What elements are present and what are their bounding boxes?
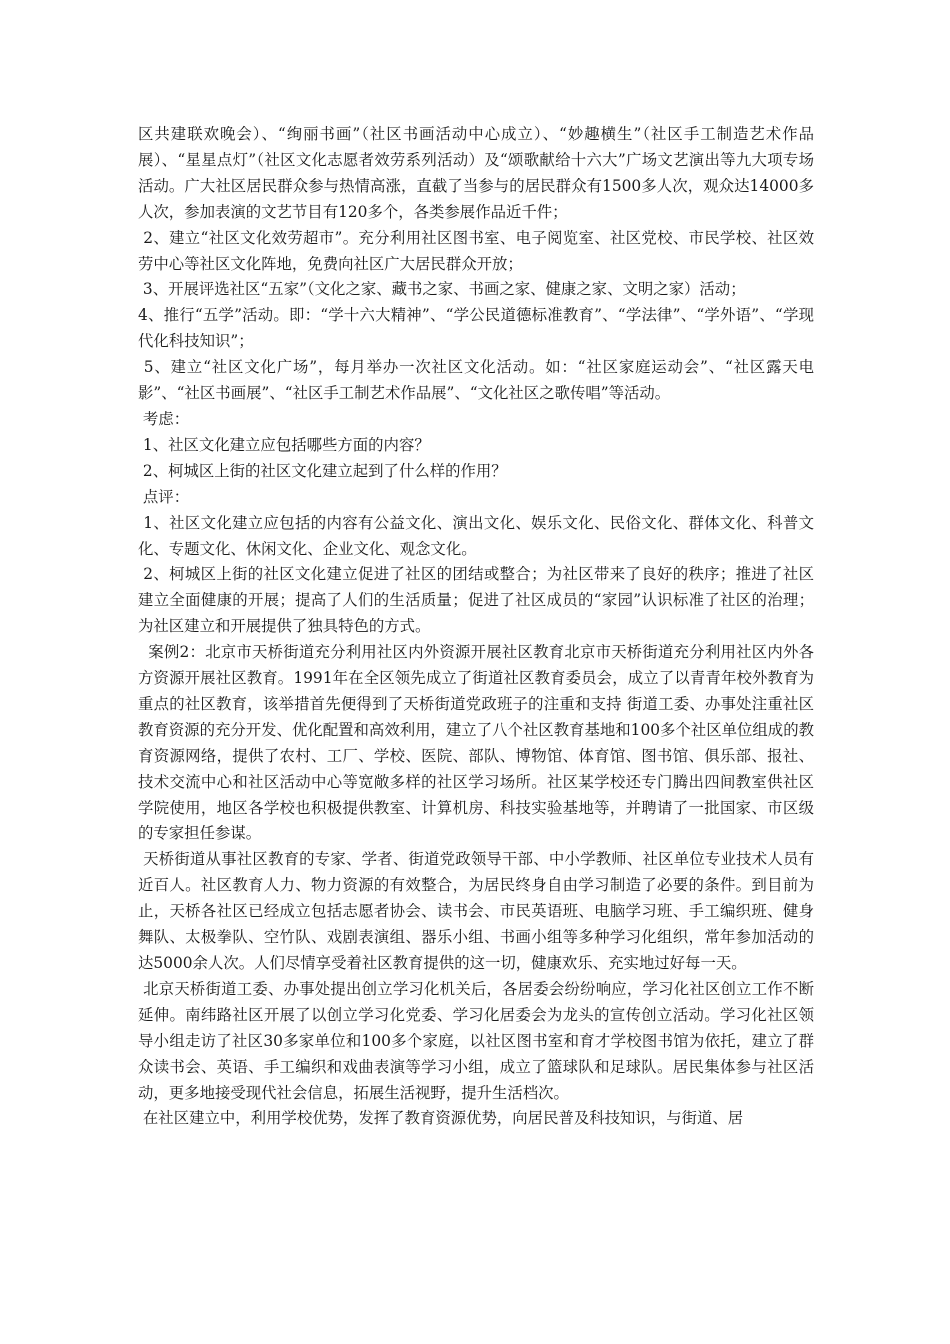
paragraph-question-2: 2、柯城区上街的社区文化建立起到了什么样的作用？	[138, 461, 507, 480]
paragraph-tianqiao-experts: 天桥街道从事社区教育的专家、学者、街道党政领导干部、中小学教师、社区单位专业技术人员有近百人。社区教育人力、物力资源的有效整合，为居民终身自由学习制造了必要的条件。到目前为止，天桥各社区已经成立包括志愿者协会、读书会、市民英语班、电脑学习班、手工编织班、健身舞队、太极拳队、空竹队、戏剧表演组、器乐小组、书画小组等多种学习化组织，常年参加活动的达5000余人次。人们尽情享受着社区教育提供的这一切，健康欢乐、充实地过好每一天。	[138, 850, 814, 972]
document-body	[138, 122, 814, 1132]
paragraph-learning-community: 北京天桥街道工委、办事处提出创立学习化机关后，各居委会纷纷响应，学习化社区创立工作不断延伸。南纬路社区开展了以创立学习化党委、学习化居委会为龙头的宣传创立活动。学习化社区领导小组走访了社区30多家单位和100多个家庭，以社区图书室和育才学校图书馆为依托，建立了群众读书会、英语、手工编织和戏曲表演等学习小组，成立了篮球队和足球队。居民集体参与社区活动，更多地接受现代社会信息，拓展生活视野，提升生活档次。	[138, 979, 814, 1102]
paragraph-question-1: 1、社区文化建立应包括哪些方面的内容？	[138, 435, 430, 454]
paragraph-case-2: 案例2：北京市天桥街道充分利用社区内外资源开展社区教育北京市天桥街道充分利用社区内外各方资源开展社区教育。1991年在全区领先成立了街道社区教育委员会，成立了以青青年校外教育为重点的社区教育，该举措首先便得到了天桥街道党政班子的注重和支持 街道工委、办事处注重社区教育资源的充分开发、优化配置和高效利用，建立了八个社区教育基地和100多个社区单位组成的教育资源网络，提供了农村、工厂、学校、医院、部队、博物馆、体育馆、图书馆、俱乐部、报社、技术交流中心和社区活动中心等宽敞多样的社区学习场所。社区某学校还专门腾出四间教室供社区学院使用，地区各学校也积极提供教室、计算机房、科技实验基地等，并聘请了一批国家、市区级的专家担任参谋。	[138, 643, 814, 843]
paragraph-item-3-five-families: 3、开展评选社区“五家”（文化之家、藏书之家、书画之家、健康之家、文明之家）活动；	[138, 280, 746, 299]
paragraph-item-2-culture-supermarket: 2、建立“社区文化效劳超市”。充分利用社区图书室、电子阅览室、社区党校、市民学校、社区效劳中心等社区文化阵地，免费向社区广大居民群众开放；	[138, 228, 814, 273]
paragraph-comment-heading: 点评：	[138, 487, 190, 506]
paragraph-activities-intro: 区共建联欢晚会）、“绚丽书画”（社区书画活动中心成立）、“妙趣横生”（社区手工制造艺术作品展）、“星星点灯”（社区文化志愿者效劳系列活动）及“颂歌献给十六大”广场文艺演出等九大项专场活动。广大社区居民群众参与热情高涨，直截了当参与的居民群众有1500多人次，观众达14000多人次，参加表演的文艺节目有120多个，各类参展作品近千件；	[138, 125, 814, 221]
paragraph-item-5-culture-square: 5、建立“社区文化广场”，每月举办一次社区文化活动。如：“社区家庭运动会”、“社区露天电影”、“社区书画展”、“社区手工制艺术作品展”、“文化社区之歌传唱”等活动。	[138, 358, 814, 403]
paragraph-answer-1: 1、社区文化建立应包括的内容有公益文化、演出文化、娱乐文化、民俗文化、群体文化、科普文化、专题文化、休闲文化、企业文化、观念文化。	[138, 513, 814, 558]
paragraph-answer-2: 2、柯城区上街的社区文化建立促进了社区的团结或整合；为社区带来了良好的秩序；推进了社区建立全面健康的开展；提高了人们的生活质量；促进了社区成员的“家园”认识标准了社区的治理；为社区建立和开展提供了独具特色的方式。	[138, 565, 814, 636]
paragraph-school-advantage: 在社区建立中，利用学校优势，发挥了教育资源优势，向居民普及科技知识，与街道、居	[138, 1109, 744, 1128]
paragraph-item-4-five-learning: 4、推行“五学”活动。即：“学十六大精神”、“学公民道德标准教育”、“学法律”、“学外语”、“学现代化科技知识”；	[138, 306, 814, 351]
paragraph-consider-heading: 考虑：	[138, 409, 190, 428]
